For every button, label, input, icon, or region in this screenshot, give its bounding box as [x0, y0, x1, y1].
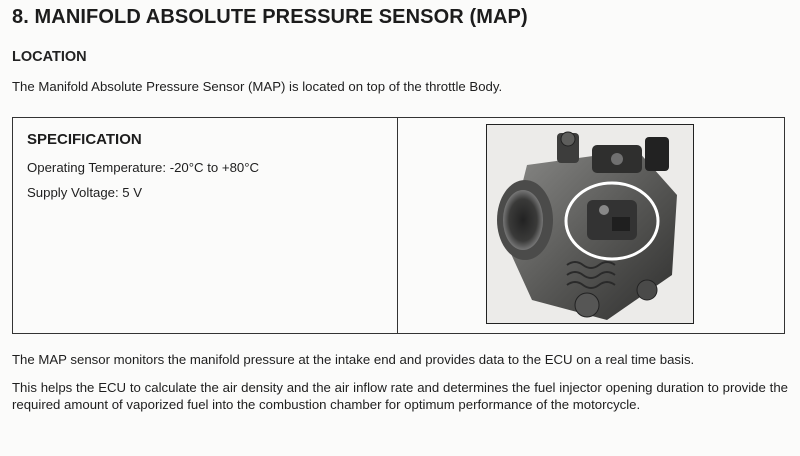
- page-title: 8. MANIFOLD ABSOLUTE PRESSURE SENSOR (MAP): [12, 6, 528, 28]
- specification-panel: [13, 118, 398, 333]
- location-heading: LOCATION: [12, 49, 87, 65]
- specification-heading: SPECIFICATION: [27, 131, 142, 148]
- throttle-body-photo: [486, 124, 694, 324]
- paragraph-1: The MAP sensor monitors the manifold pressure at the intake end and provides data to the ECU on a real time basis.: [12, 352, 695, 367]
- location-text: The Manifold Absolute Pressure Sensor (MAP) is located on top of the throttle Body.: [12, 79, 503, 94]
- paragraph-2: This helps the ECU to calculate the air density and the air inflow rate and determines the fuel injector opening duration to provide the required amount of vaporized fuel into the combustion chamber for optimum performance of the motorcycle.: [12, 380, 788, 412]
- figure-panel: [398, 118, 784, 333]
- specification-box: [12, 117, 785, 334]
- supply-voltage: Supply Voltage: 5 V: [27, 185, 143, 200]
- operating-temperature: Operating Temperature: -20°C to +80°C: [27, 160, 260, 175]
